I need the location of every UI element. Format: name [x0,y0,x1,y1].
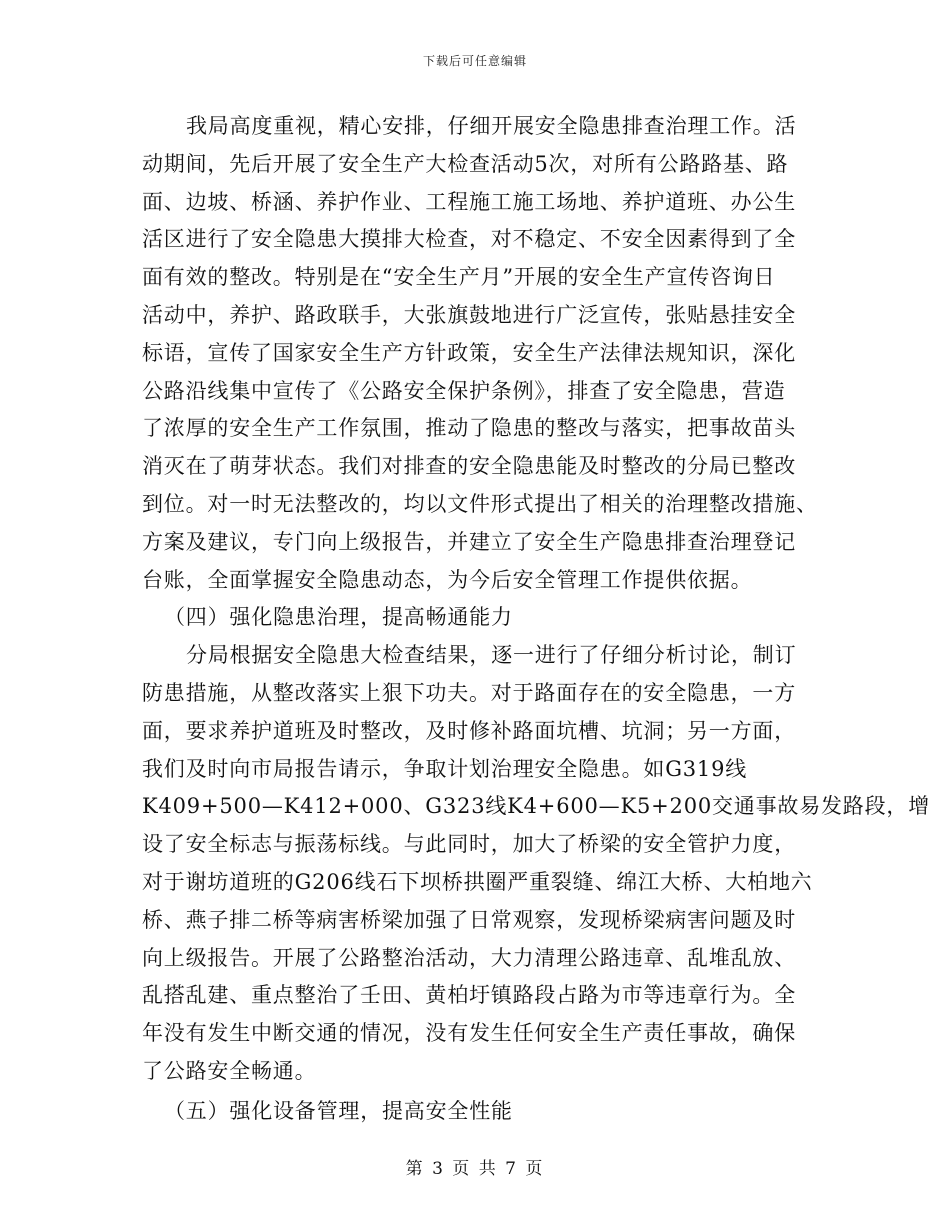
paragraph-line: 了公路安全畅通。 [142,1058,317,1083]
section-heading: （五）强化设备管理，提高安全性能 [164,1098,513,1123]
paragraph-line: 对于谢坊道班的G206线石下坝桥拱圈严重裂缝、绵江大桥、大柏地六 [142,869,813,894]
paragraph-line: 活动中，养护、路政联手，大张旗鼓地进行广泛宣传，张贴悬挂安全 [142,302,796,327]
paragraph-line: 乱搭乱建、重点整治了壬田、黄柏圩镇路段占路为市等违章行为。全 [142,983,796,1008]
page-number-footer: 第 3 页 共 7 页 [405,1159,545,1179]
paragraph-line: 方案及建议，专门向上级报告，并建立了安全生产隐患排查治理登记 [142,529,796,554]
paragraph-line: K409+500—K412+000、G323线K4+600—K5+200交通事故易发路段，增 [142,794,931,819]
paragraph-line: 分局根据安全隐患大检查结果，逐一进行了仔细分析讨论，制订 [186,643,797,668]
paragraph-line: 活区进行了安全隐患大摸排大检查，对不稳定、不安全因素得到了全 [142,227,796,252]
paragraph-line: 到位。对一时无法整改的，均以文件形式提出了相关的治理整改措施、 [142,491,818,516]
paragraph-line: 动期间，先后开展了安全生产大检查活动5次，对所有公路路基、路 [142,151,789,176]
paragraph-line: 防患措施，从整改落实上狠下功夫。对于路面存在的安全隐患，一方 [142,680,796,705]
paragraph-line: 年没有发生中断交通的情况，没有发生任何安全生产责任事故，确保 [142,1021,796,1046]
paragraph-line: 公路沿线集中宣传了《公路安全保护条例》，排查了安全隐患，营造 [142,378,786,403]
paragraph-line: 面，要求养护道班及时整改，及时修补路面坑槽、坑洞；另一方面， [142,718,796,743]
paragraph-line: 标语，宣传了国家安全生产方针政策，安全生产法律法规知识，深化 [142,340,796,365]
document-body [142,108,931,1131]
paragraph-line: 向上级报告。开展了公路整治活动，大力清理公路违章、乱堆乱放、 [142,945,796,970]
paragraph-line: 我局高度重视，精心安排，仔细开展安全隐患排查治理工作。活 [186,114,797,138]
page-header: 下载后可任意编辑 [422,54,527,68]
paragraph-line: 消灭在了萌芽状态。我们对排查的安全隐患能及时整改的分局已整改 [142,454,796,479]
paragraph-line: 了浓厚的安全生产工作氛围，推动了隐患的整改与落实，把事故苗头 [142,416,796,441]
paragraph-line: 设了安全标志与振荡标线。与此同时，加大了桥梁的安全管护力度， [142,832,796,857]
section-heading: （四）强化隐患治理，提高畅通能力 [164,605,513,630]
paragraph-line: 我们及时向市局报告请示，争取计划治理安全隐患。如G319线 [142,756,748,781]
paragraph-line: 面、边坡、桥涵、养护作业、工程施工施工场地、养护道班、办公生 [142,189,796,214]
paragraph-line: 台账，全面掌握安全隐患动态，为今后安全管理工作提供依据。 [142,567,753,592]
paragraph-line: 桥、燕子排二桥等病害桥梁加强了日常观察，发现桥梁病害问题及时 [142,907,796,932]
paragraph-line: 面有效的整改。特别是在“安全生产月”开展的安全生产宣传咨询日 [142,265,776,290]
